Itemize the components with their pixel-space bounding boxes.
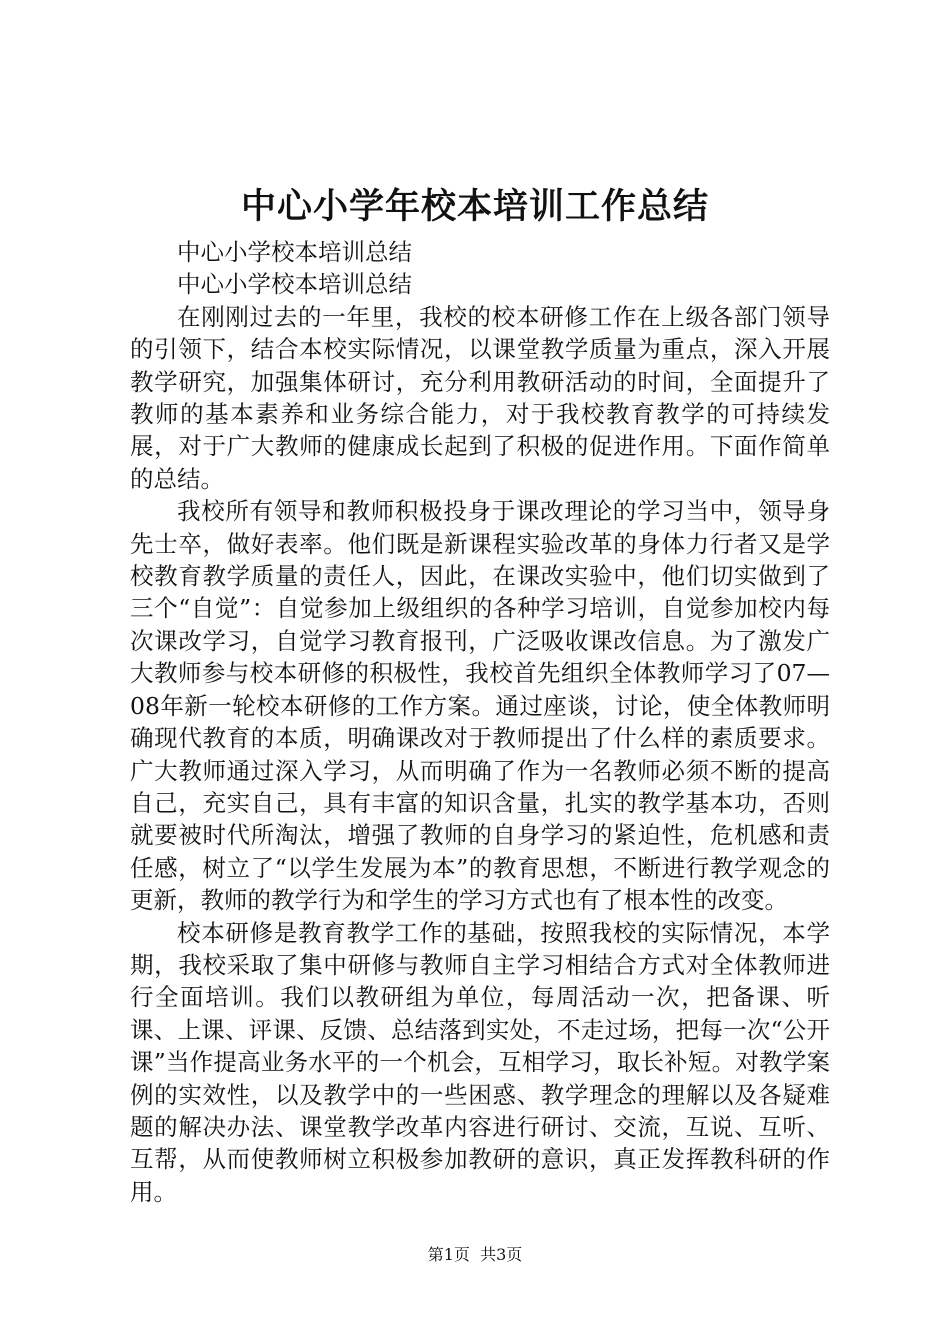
document-body — [130, 236, 830, 1208]
page-number-footer: 第1页 共3页 — [427, 1245, 523, 1264]
subtitle-line: 中心小学校本培训总结 — [177, 238, 412, 266]
body-paragraph: 校本研修是教育教学工作的基础，按照我校的实际情况，本学期，我校采取了集中研修与教师自主学习相结合方式对全体教师进行全面培训。我们以教研组为单位，每周活动一次，把备课、听课、上课、评课、反馈、总结落到实处，不走过场，把每一次“公开课”当作提高业务水平的一个机会，互相学习，取长补短。对教学案例的实效性，以及教学中的一些困惑、教学理念的理解以及各疑难题的解决办法、课堂教学改革内容进行研讨、交流，互说、互听、互帮，从而使教师树立积极参加教研的意识，真正发挥教科研的作用。 — [130, 918, 830, 1206]
body-paragraph: 我校所有领导和教师积极投身于课改理论的学习当中，领导身先士卒，做好表率。他们既是新课程实验改革的身体力行者又是学校教育教学质量的责任人，因此，在课改实验中，他们切实做到了三个“自觉”：自觉参加上级组织的各种学习培训，自觉参加校内每次课改学习，自觉学习教育报刊，广泛吸收课改信息。为了激发广大教师参与校本研修的积极性，我校首先组织全体教师学习了07—08年新一轮校本研修的工作方案。通过座谈，讨论，使全体教师明确现代教育的本质，明确课改对于教师提出了什么样的素质要求。广大教师通过深入学习，从而明确了作为一名教师必须不断的提高自己，充实自己，具有丰富的知识含量，扎实的教学基本功，否则就要被时代所淘汰，增强了教师的自身学习的紧迫性，危机感和责任感，树立了“以学生发展为本”的教育思想，不断进行教学观念的更新，教师的教学行为和学生的学习方式也有了根本性的改变。 — [130, 497, 830, 915]
subtitle-line: 中心小学校本培训总结 — [177, 270, 412, 299]
document-title: 中心小学年校本培训工作总结 — [240, 186, 709, 227]
body-paragraph: 在刚刚过去的一年里，我校的校本研修工作在上级各部门领导的引领下，结合本校实际情况，以课堂教学质量为重点，深入开展教学研究，加强集体研讨，充分利用教研活动的时间，全面提升了教师的基本素养和业务综合能力，对于我校教育教学的可持续发展，对于广大教师的健康成长起到了积极的促进作用。下面作简单的总结。 — [130, 302, 830, 493]
